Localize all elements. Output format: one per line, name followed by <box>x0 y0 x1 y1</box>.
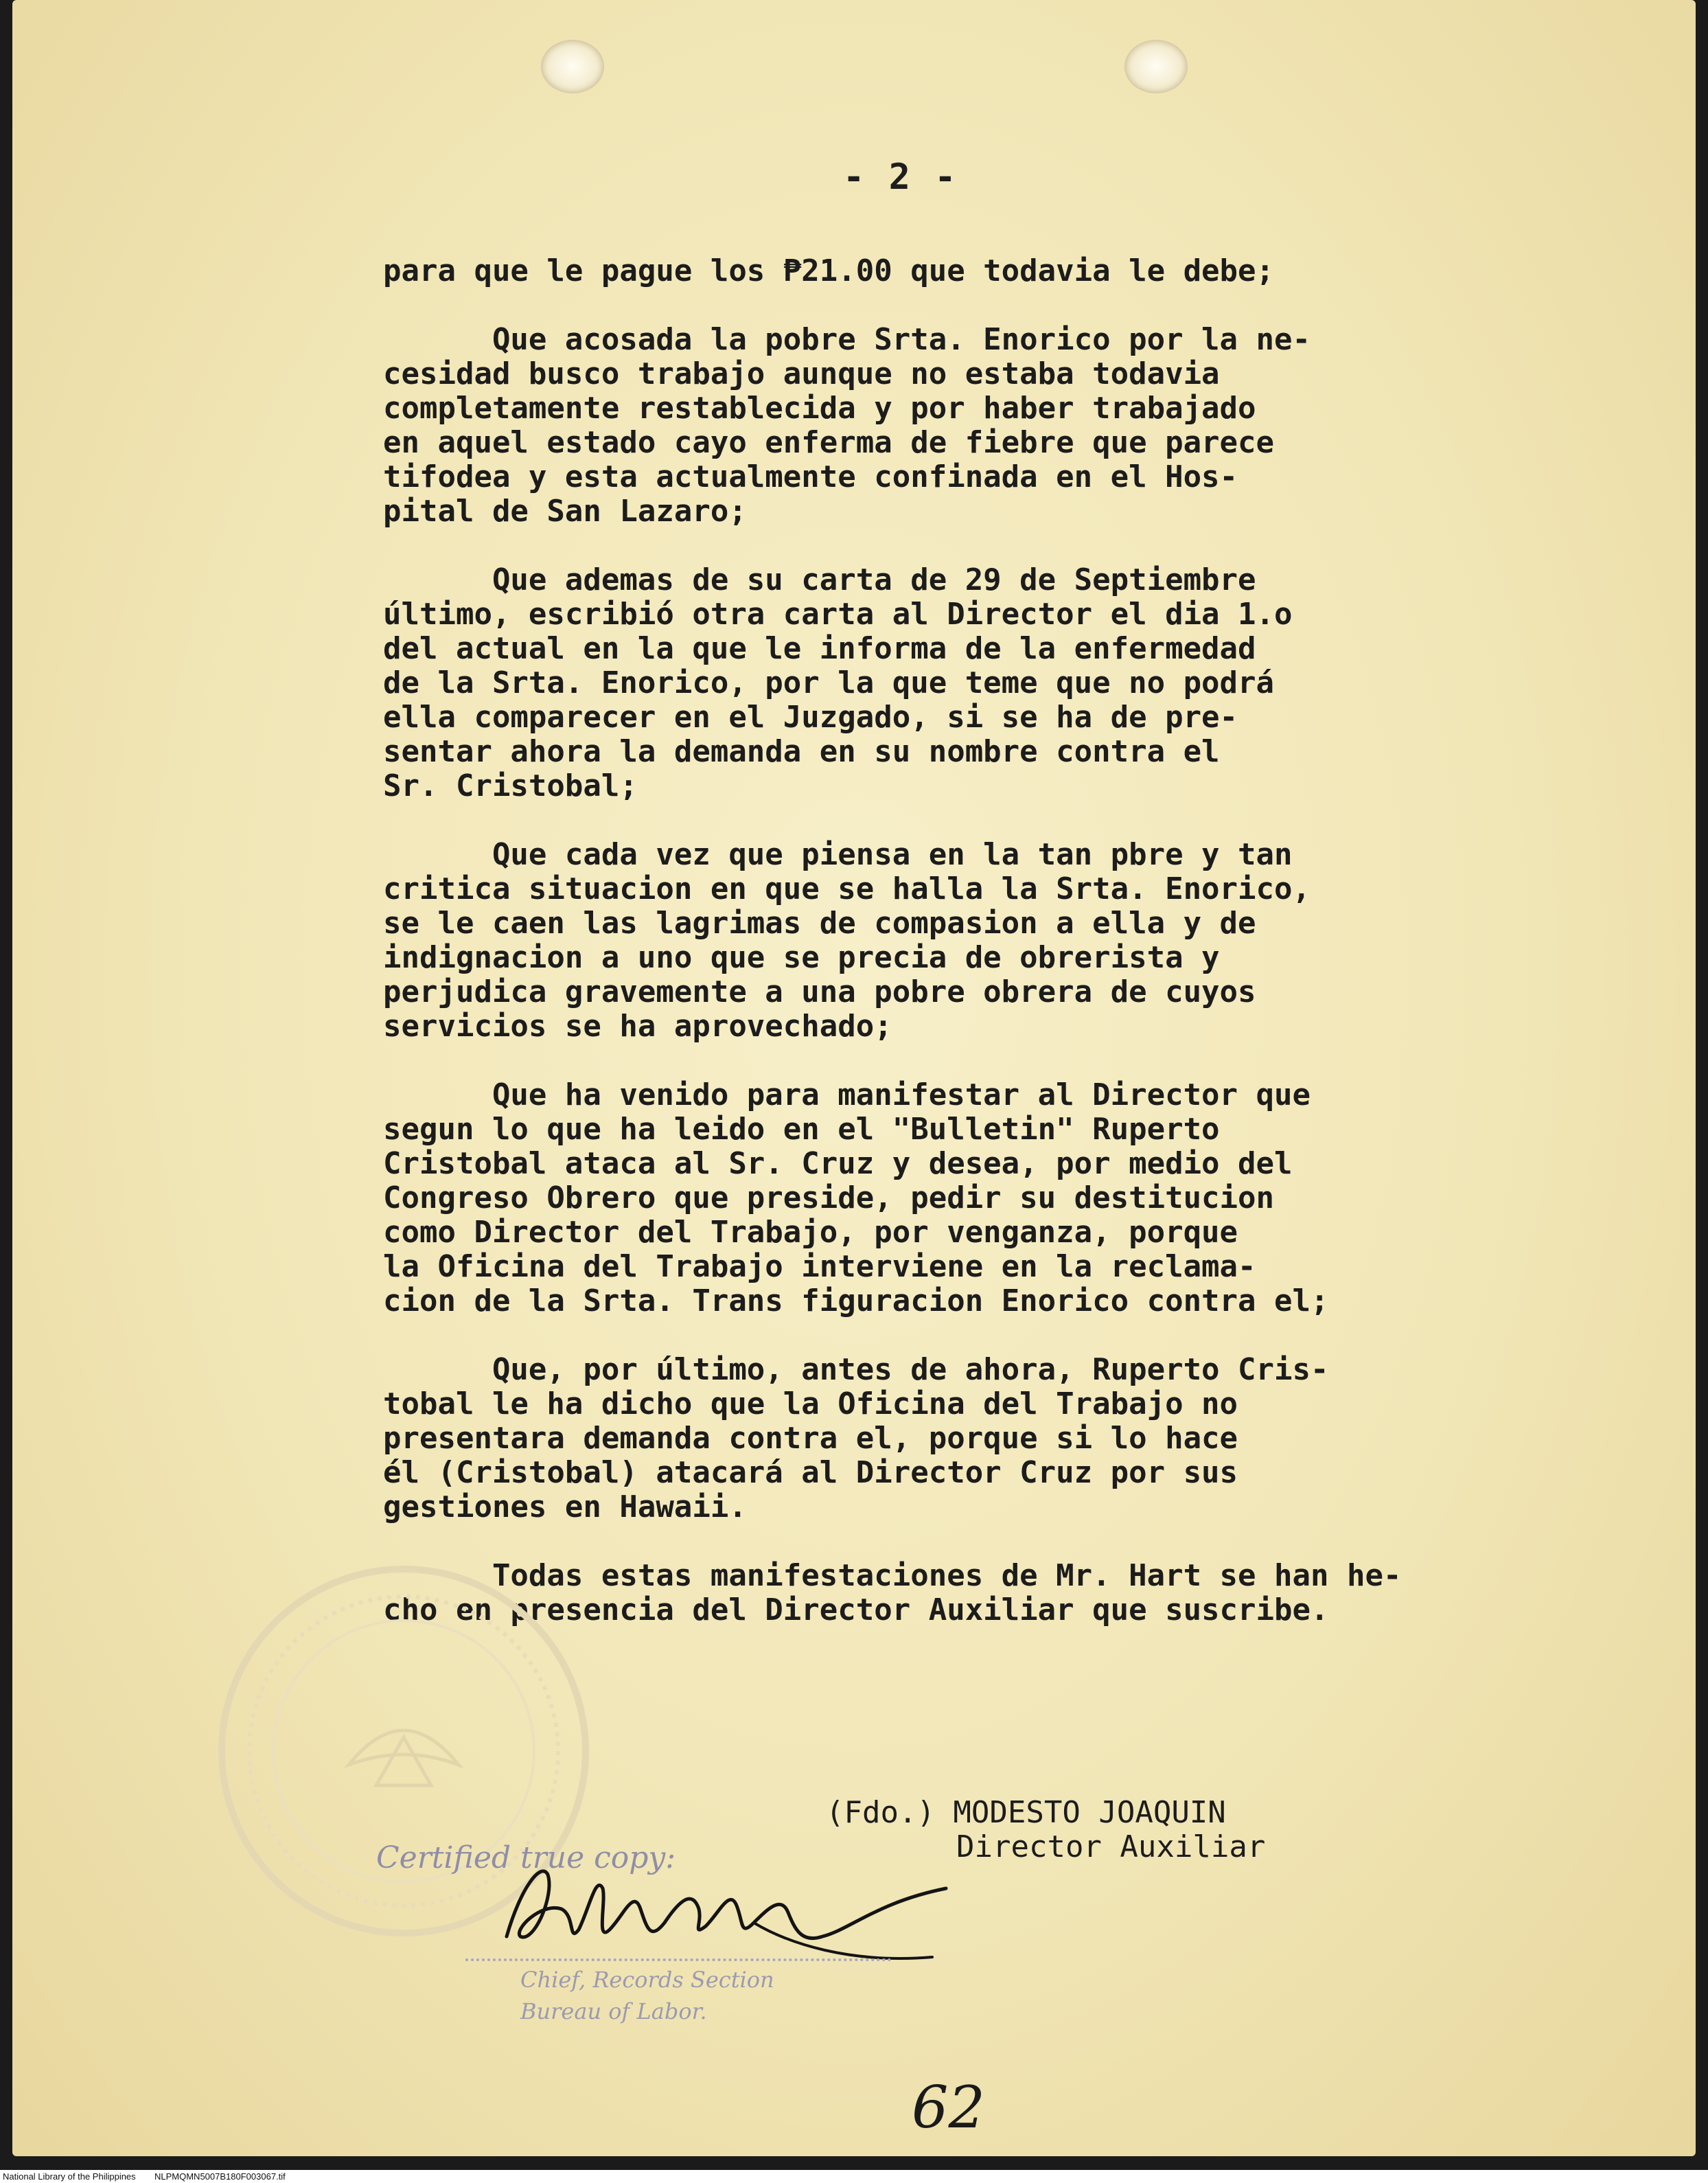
archive-footer <box>0 2170 1708 2183</box>
punch-hole-right <box>1124 40 1188 93</box>
paragraph-5 <box>383 1078 1564 1318</box>
text-line: perjudica gravemente a una pobre obrera de cuyos <box>383 974 1256 1009</box>
text-line: del actual en la que le informa de la enfermedad <box>383 631 1256 666</box>
footer-filename: NLPMQMN5007B180F003067.tif <box>154 2171 286 2182</box>
paragraph-4 <box>383 838 1564 1044</box>
signature-underline <box>465 1958 891 1961</box>
text-line: cesidad busco trabajo aunque no estaba todavia <box>383 356 1220 391</box>
stamp-office-line: Bureau of Labor. <box>520 1998 707 2024</box>
text-line: pital de San Lazaro; <box>383 494 747 529</box>
text-line: Que, por último, antes de ahora, Ruperto Cris- <box>383 1352 1329 1387</box>
text-line: cion de la Srta. Trans figuracion Enorico contra el; <box>383 1283 1329 1318</box>
footer-library: National Library of the Philippines <box>3 2171 136 2182</box>
text-line: él (Cristobal) atacará al Director Cruz por sus <box>383 1455 1238 1490</box>
certified-copy-stamp: Certified true copy: <box>376 1840 676 1875</box>
records-section-stamp <box>520 1964 774 2027</box>
text-line: Que ha venido para manifestar al Director que <box>383 1077 1311 1112</box>
text-line: cho en presencia del Director Auxiliar que suscribe. <box>383 1592 1329 1627</box>
text-line: ella comparecer en el Juzgado, si se ha de pre- <box>383 700 1238 735</box>
signer-title: Director Auxiliar <box>956 1829 1266 1864</box>
text-line: Sr. Cristobal; <box>383 768 638 803</box>
handwritten-signature-icon <box>493 1847 973 1964</box>
text-line: la Oficina del Trabajo interviene en la reclama- <box>383 1249 1256 1284</box>
signer-name: (Fdo.) MODESTO JOAQUIN <box>826 1795 1226 1830</box>
text-line: indignacion a uno que se precia de obrerista y <box>383 940 1220 975</box>
letter-body <box>383 254 1564 1662</box>
text-line: completamente restablecida y por haber trabajado <box>383 391 1256 426</box>
text-line: tobal le ha dicho que la Oficina del Trabajo no <box>383 1386 1238 1421</box>
text-line: se le caen las lagrimas de compasion a ella y de <box>383 906 1256 941</box>
text-line: Congreso Obrero que preside, pedir su destitucion <box>383 1180 1275 1215</box>
paragraph-1 <box>383 254 1564 288</box>
text-line: último, escribió otra carta al Director el dia 1.o <box>383 597 1293 632</box>
text-line: segun lo que ha leido en el "Bulletin" Ruperto <box>383 1112 1220 1147</box>
text-line: gestiones en Hawaii. <box>383 1489 747 1524</box>
text-line: en aquel estado cayo enferma de fiebre que parece <box>383 425 1275 460</box>
paragraph-6 <box>383 1353 1564 1524</box>
text-line: servicios se ha aprovechado; <box>383 1009 892 1044</box>
text-line: de la Srta. Enorico, por la que teme que no podrá <box>383 665 1275 700</box>
text-line: para que le pague los ₱21.00 que todavia le debe; <box>383 253 1275 288</box>
text-line: Que acosada la pobre Srta. Enorico por la ne- <box>383 322 1311 357</box>
text-line: presentara demanda contra el, porque si lo hace <box>383 1421 1238 1456</box>
handwritten-page-number: 62 <box>912 2074 985 2141</box>
paragraph-3 <box>383 563 1564 803</box>
text-line: como Director del Trabajo, por venganza, porque <box>383 1215 1238 1250</box>
punch-hole-left <box>541 40 604 93</box>
text-line: sentar ahora la demanda en su nombre contra el <box>383 734 1220 769</box>
text-line: tifodea y esta actualmente confinada en el Hos- <box>383 459 1238 494</box>
paragraph-2 <box>383 323 1564 529</box>
page-number: - 2 - <box>843 157 958 198</box>
document-page <box>12 0 1696 2156</box>
stamp-role-line: Chief, Records Section <box>520 1967 774 1993</box>
text-line: critica situacion en que se halla la Srta. Enorico, <box>383 871 1311 906</box>
text-line: Cristobal ataca al Sr. Cruz y desea, por medio del <box>383 1146 1293 1181</box>
text-line: Que ademas de su carta de 29 de Septiembre <box>383 562 1256 597</box>
text-line: Todas estas manifestaciones de Mr. Hart se han he- <box>383 1558 1402 1593</box>
text-line: Que cada vez que piensa en la tan pbre y tan <box>383 837 1293 872</box>
